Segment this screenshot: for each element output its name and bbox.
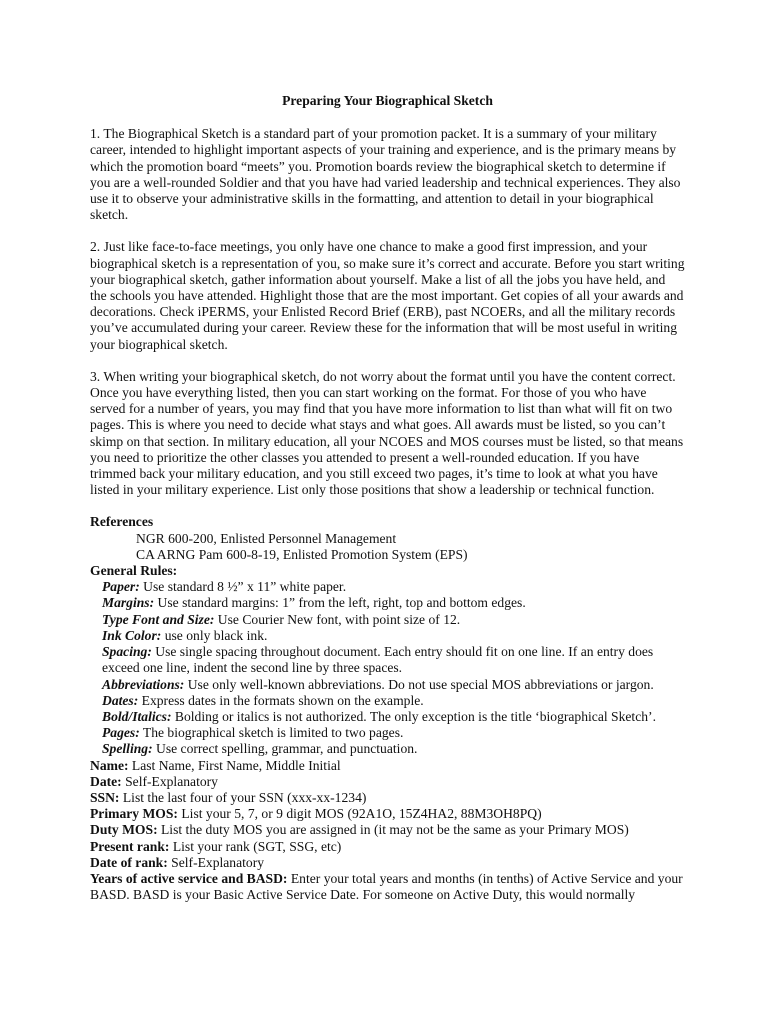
field-text: List the last four of your SSN (xxx-xx-1234): [119, 789, 367, 805]
rule-text: Use correct spelling, grammar, and punctuation.: [152, 741, 418, 757]
rule-spacing: [90, 644, 685, 676]
paragraph-2: 2. Just like face-to-face meetings, you only have one chance to make a good first impression, and your biographical sketch is a representation of you, so make sure it’s correct and accurate. Before you start writing your biographical sketch, gather information about yourself. Make a list of all the jobs you have held, and the schools you have attended. Highlight those that are the most important. Get copies of all your awards and decorations. Check iPERMS, your Enlisted Record Brief (ERB), past NCOERs, and all the military records you’ve accumulated during your career. Review these for the information that will be most useful in writing your biographical sketch.: [90, 239, 685, 352]
field-label: Date of rank:: [90, 854, 168, 870]
rule-ink-color: [90, 628, 685, 644]
rule-margins: [90, 595, 685, 611]
rule-label: Bold/Italics:: [102, 708, 172, 724]
field-text: Last Name, First Name, Middle Initial: [128, 757, 341, 773]
rule-text: Bolding or italics is not authorized. The only exception is the title ‘biographical Sketch’.: [171, 708, 656, 724]
field-years-active-service: [90, 871, 685, 903]
field-text: Self-Explanatory: [121, 773, 218, 789]
reference-item: NGR 600-200, Enlisted Personnel Management: [136, 530, 397, 546]
references-heading: References: [90, 514, 154, 530]
field-text: List your rank (SGT, SSG, etc): [169, 838, 342, 854]
rule-text: Use Courier New font, with point size of 12.: [214, 611, 461, 627]
field-text: Self-Explanatory: [167, 854, 265, 870]
field-ssn: [90, 790, 685, 806]
rule-label: Paper:: [102, 579, 140, 595]
reference-item: CA ARNG Pam 600-8-19, Enlisted Promotion System (EPS): [136, 546, 468, 562]
rule-bold-italics: [90, 709, 685, 725]
field-present-rank: [90, 839, 685, 855]
paragraph-3: 3. When writing your biographical sketch, do not worry about the format until you have the content correct. Once you have everything listed, then you can start working on the format. For those of you who have served for a number of years, you may find that you have more information to list than what will fit on two pages. This is where you need to decide what stays and what goes. All awards must be listed, so you can’t skimp on that section. In military education, all your NCOES and MOS courses must be listed, so that means you need to prioritize the other classes you attended to present a well-rounded education. If you have trimmed back your military education, and you still exceed two pages, it’s time to look at what you have listed in your military experience. List only those positions that show a leadership or technical function.: [90, 368, 684, 498]
rule-label: Abbreviations:: [102, 676, 185, 692]
rule-text: use only black ink.: [161, 627, 268, 643]
rule-abbreviations: [90, 677, 685, 693]
rule-label: Pages:: [102, 725, 140, 741]
rule-text: The biographical sketch is limited to two pages.: [139, 725, 404, 741]
rule-paper: [90, 579, 685, 595]
field-label: Date:: [90, 773, 122, 789]
field-label: Duty MOS:: [90, 822, 158, 838]
rule-label: Dates:: [102, 692, 139, 708]
general-rules-heading: General Rules:: [90, 563, 178, 579]
rule-pages: [90, 725, 685, 741]
field-label: Primary MOS:: [90, 806, 178, 822]
rule-label: Margins:: [102, 595, 155, 611]
field-text: List your 5, 7, or 9 digit MOS (92A1O, 15Z4HA2, 88M3OH8PQ): [177, 806, 542, 822]
field-primary-mos: [90, 806, 685, 822]
document-title: Preparing Your Biographical Sketch: [282, 93, 493, 108]
document-page: [90, 93, 685, 903]
rule-dates: [90, 693, 685, 709]
field-text: List the duty MOS you are assigned in (it may not be the same as your Primary MOS): [157, 822, 629, 838]
rule-text: Use standard 8 ½” x 11” white paper.: [139, 579, 347, 595]
rule-text: Use single spacing throughout document. Each entry should fit on one line. If an entry does exceed one line, indent the second line by three spaces.: [102, 644, 654, 676]
rule-text: Express dates in the formats shown on the example.: [138, 692, 424, 708]
rule-text: Use standard margins: 1” from the left, right, top and bottom edges.: [154, 595, 526, 611]
field-label: SSN:: [90, 789, 120, 805]
field-date-of-rank: [90, 855, 685, 871]
field-duty-mos: [90, 822, 685, 838]
rule-label: Spacing:: [102, 644, 152, 660]
rule-label: Ink Color:: [102, 627, 162, 643]
paragraph-1: 1. The Biographical Sketch is a standard part of your promotion packet. It is a summary of your military career, intended to highlight important aspects of your training and experience, and is the primary means by which the promotion board “meets” you. Promotion boards review the biographical sketch to determine if you are a well-rounded Soldier and that you have had varied leadership and technical experiences. They also use it to observe your administrative skills in the formatting, and attention to detail in your biographical sketch.: [90, 126, 681, 223]
rule-label: Spelling:: [102, 741, 153, 757]
rule-type-font: [90, 612, 685, 628]
field-name: [90, 758, 685, 774]
field-label: Years of active service and BASD:: [90, 870, 288, 886]
field-text: Enter your total years and months (in tenths) of Active Service and your BASD. BASD is your Basic Active Service Date. For someone on Active Duty, this would normally: [90, 870, 683, 903]
field-date: [90, 774, 685, 790]
field-label: Present rank:: [90, 838, 170, 854]
rule-spelling: [90, 741, 685, 757]
rule-label: Type Font and Size:: [102, 611, 215, 627]
rule-text: Use only well-known abbreviations. Do not use special MOS abbreviations or jargon.: [184, 676, 654, 692]
field-label: Name:: [90, 757, 129, 773]
